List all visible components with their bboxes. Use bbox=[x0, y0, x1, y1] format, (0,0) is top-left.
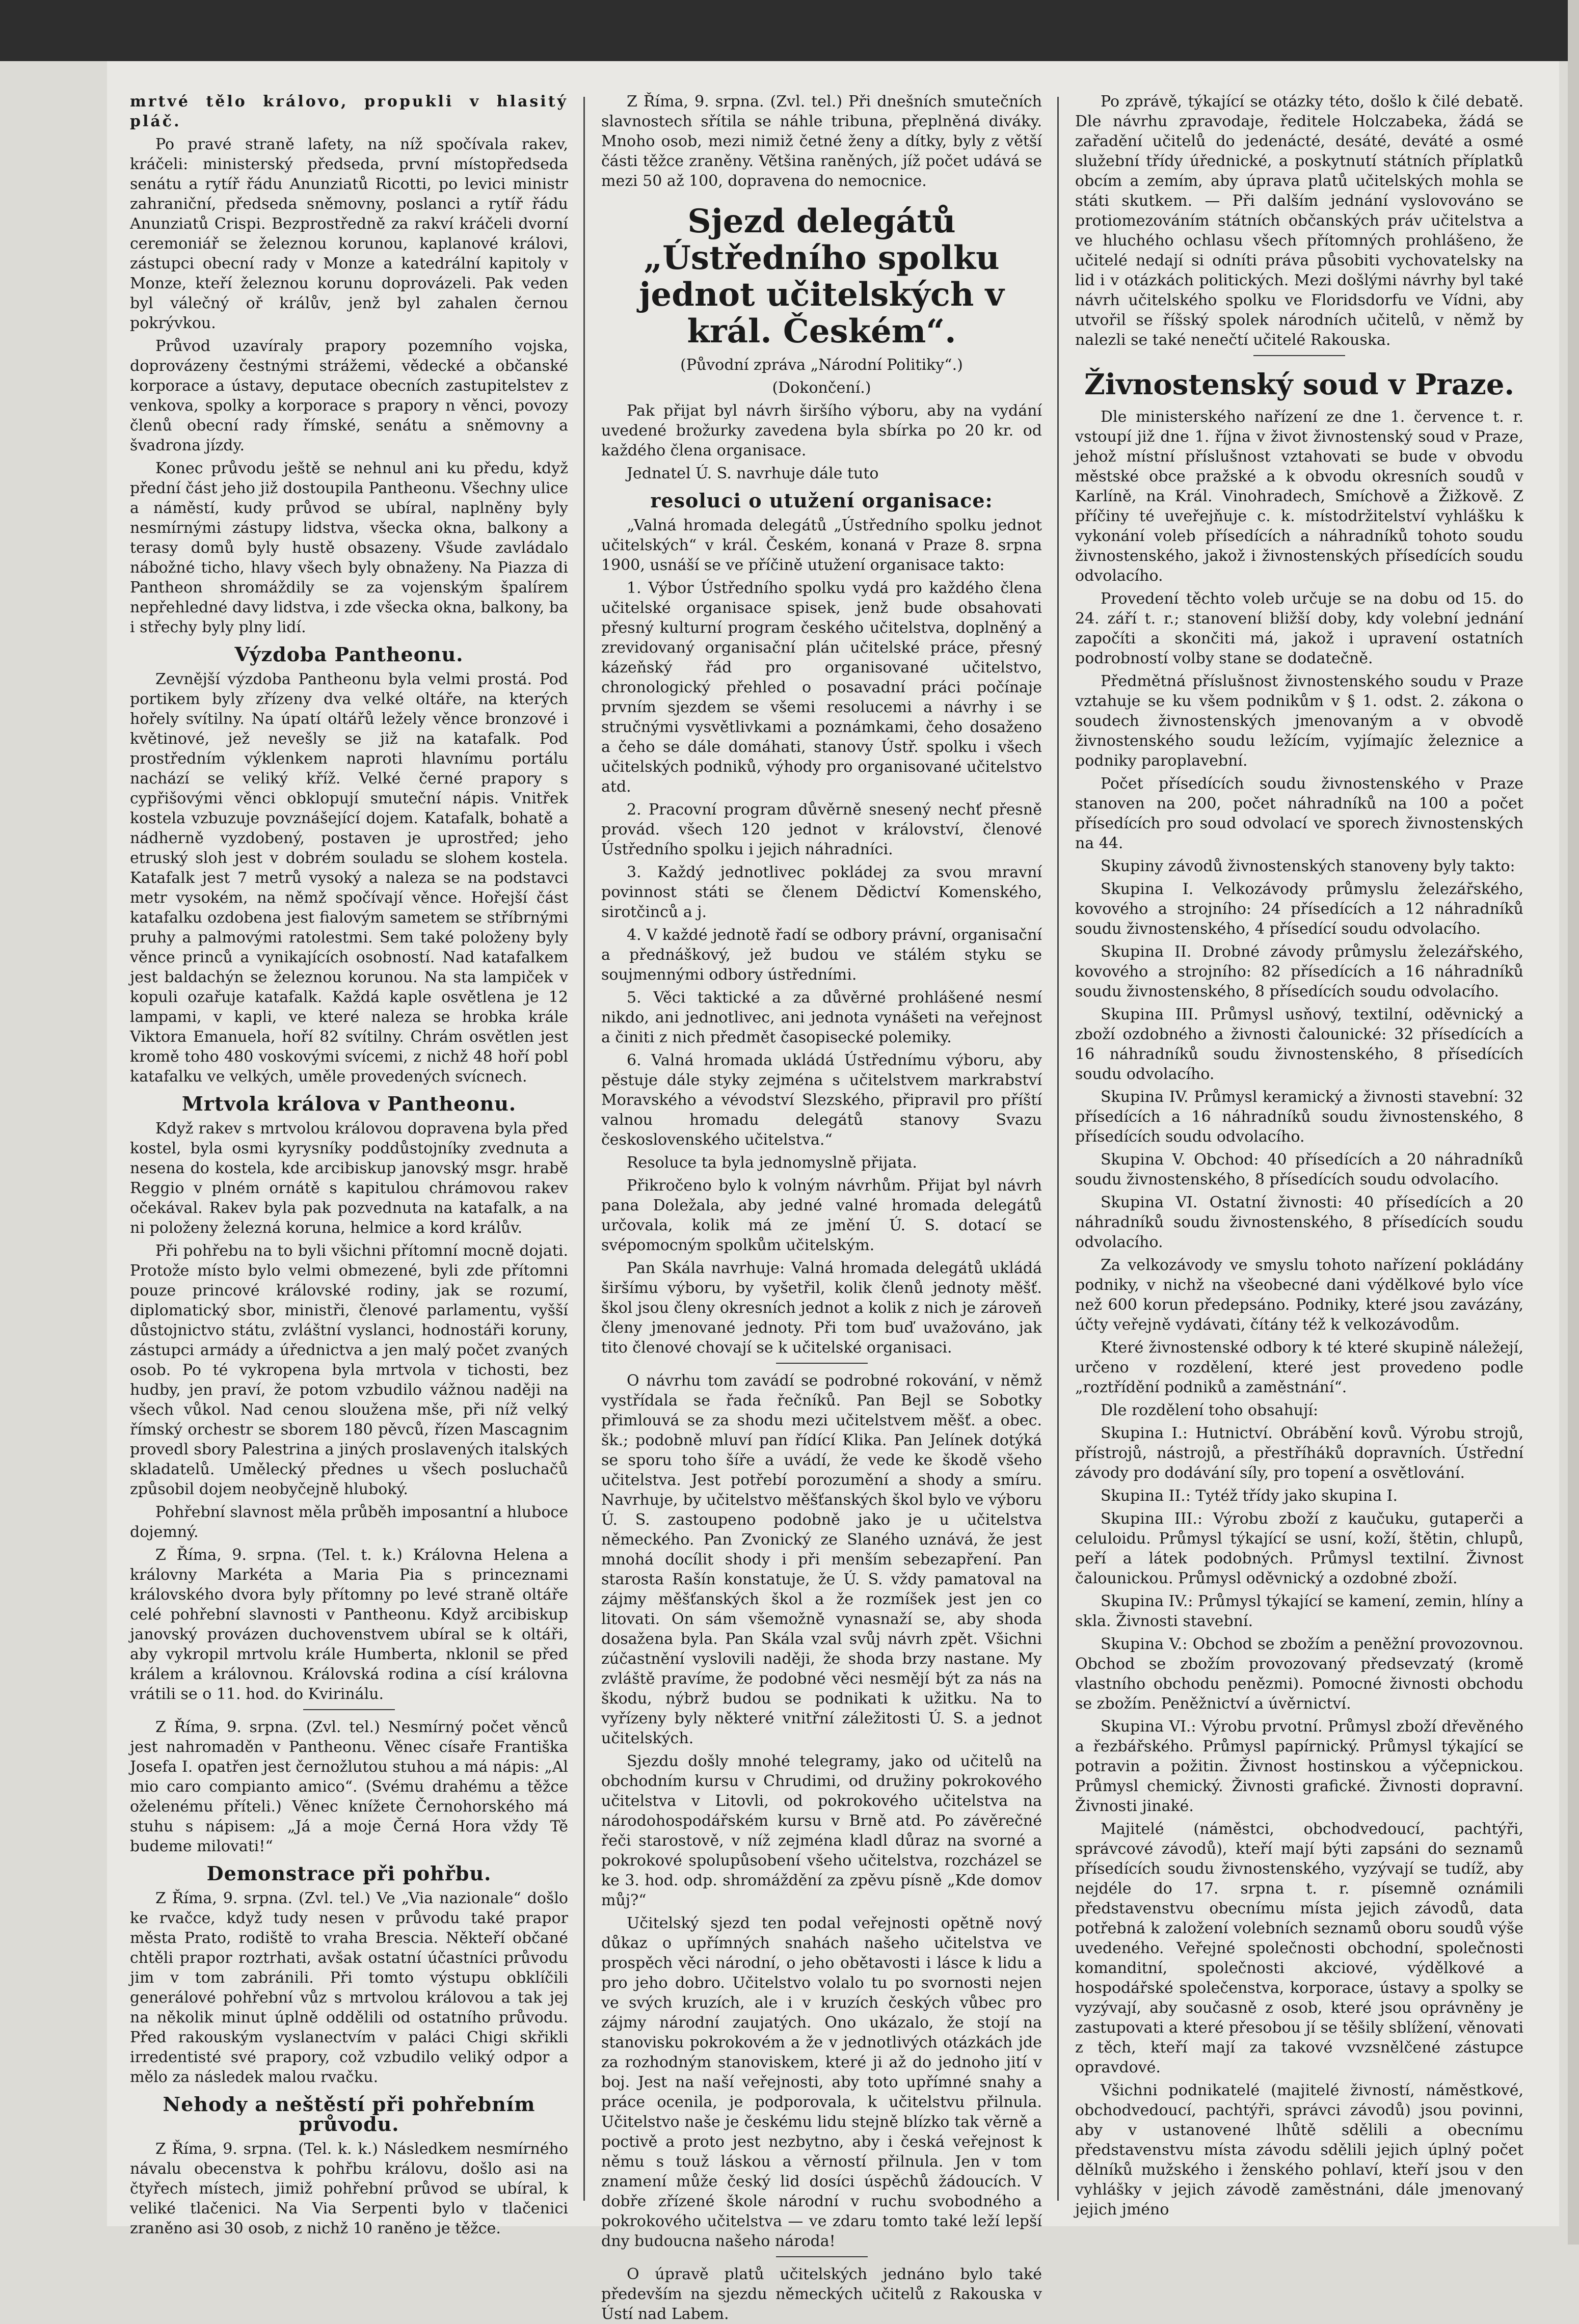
article-headline: Živnostenský soud v Praze. bbox=[1084, 368, 1514, 401]
paragraph: 6. Valná hromada ukládá Ústřednímu výboru, aby pěstuje dále styky zejména s učitelstvem markrabství Moravského a vévodství Slezského, připravil pro příští valnou hromadu delegátů stanovy Svazu československého učitelstva.“ bbox=[601, 1051, 1042, 1149]
paragraph: Pohřební slavnost měla průběh imposantní a hluboce dojemný. bbox=[130, 1503, 568, 1541]
paragraph: Dle ministerského nařízení ze dne 1. července t. r. vstoupí již dne 1. října v život živnostenský soud v Praze, jehož místní příslušnost vztahovati se bude v obvodu městské obce pražské a k obvodu okresních soudů v Karlíně, na Král. Vinohradech, Smíchově a Žižkově. Z příčiny té uveřejňuje c. k. místodržitelství vyhlášku k vykonání voleb přísedících a náhradníků tohoto soudu živnostenského, jakož i živnostenských přísedících soudu odvolacího. bbox=[1075, 408, 1523, 585]
paragraph: Průvod uzavíraly prapory pozemního vojska, doprovázeny čestnými strážemi, vědecké a občanské korporace a ústavy, deputace obecních zastupitelstev z venkova, spolky a korporace s prapory n věnci, povozy členů obecní rady římské, senátu a sněmovny a švadrona jízdy. bbox=[130, 337, 568, 454]
paragraph: Resoluce ta byla jednomyslně přijata. bbox=[627, 1154, 917, 1172]
paragraph: 4. V každé jednotě řadí se odbory právní, organisační a přednáškový, jež budou ve stálém styku se soujmennými odbory ústředními. bbox=[601, 926, 1042, 984]
paragraph: Po pravé straně lafety, na níž spočívala rakev, kráčeli: ministerský předseda, první místopředseda senátu a rytíř řádu Anunziatů Ricotti, po levici ministr zahraniční, předseda sněmovny, poslanci a rytíř řádu Anunziatů Crispi. Bezprostředně za rakví kráčeli dvorní ceremoniář se železnou korunou, kaplanové královi, zástupci obecní rady v Monze a katedrální kapitoly v Monze, kteří železnou korunu doprovázeli. Pak veden byl válečný oř králův, jenž byl zahalen černou pokrývkou. bbox=[130, 136, 568, 332]
paragraph: Z Říma, 9. srpna. (Zvl. tel.) Ve „Via nazionale“ došlo ke rvačce, když tudy nesen v průvodu také prapor města Prato, rodiště to vraha Brescia. Někteří občané chtěli prapor roztrhati, avšak ostatní účastníci průvodu jim v tom zabránili. Při tomto výstupu obklíčili generálové pohřební vůz s mrtvolou královou a tak jej na několik minut úplně oddělili od ostatního průvodu. Před rakouským vyslanectvím v paláci Chigi skřikli irredentisté své prapory, což vzbudilo veliký odpor a mělo za následek malou rvačku. bbox=[130, 1889, 568, 2086]
paragraph: Zevnější výzdoba Pantheonu byla velmi prostá. Pod portikem byly zřízeny dva velké oltáře, na kterých hořely svítilny. Na úpatí oltářů ležely věnce bronzové i květinové, jež nevešly se již na katafalk. Pod prostředním výklenkem naproti hlavnímu portálu nachází se veliký kříž. Velké černé prapory s cypřišovými věnci obklopují smuteční nápis. Vnitřek kostela vzbuzuje povznášející dojem. Katafalk, bohatě a nádherně vyzdobený, postaven je uprostřed; jeho etruský sloh jest v dobrém souladu se slohem kostela. Katafalk jest 7 metrů vysoký a naleza se na podstavci metr vysokém, na němž spočívají věnce. Hořejší část katafalku ozdobena jest fialovým sametem se stříbrnými pruhy a palmovými ratolestmi. Sem také položeny byly věnce princů a vynikajících osobností. Nad katafalkem jest baldachýn se železnou korunou. Na sta lampiček v kopuli ozařuje katafalk. Každá kaple osvětlena je 12 lampami, v kapli, ve které naleza se hrobka krále Viktora Emanuela, hoří 82 svítilny. Chrám osvětlen jest kromě toho 480 voskovými svícemi, z nichž 48 hoří pobl katafalku ve velkých, uměle provedených svícnech. bbox=[130, 670, 568, 1086]
paragraph: Majitelé (náměstci, obchodvedoucí, pachtýři, správcové závodů), kteří mají býti zapsáni do seznamů přísedících soudu živnostenského, vyzývají se tudíž, aby nejdéle do 17. srpna t. r. písemně oznámili představenstvu obecnímu místa jejich závodů, data potřebná k založení volebních seznamů oboru soudů výše uvedeného. Veřejné společnosti obchodní, společnosti komanditní, společnosti akciové, výdělkové a hospodářské společenstva, korporace, ústavy a spolky se vyzývají, aby současně z osob, které jsou oprávněny je zastupovati a které přesobou jí se těšily sblížení, věnovati z těch, kteří mají za takové vvzsnělčené zástupce opravdové. bbox=[1075, 1820, 1523, 2076]
article-source: (Původní zpráva „Národní Politiky“.) bbox=[680, 356, 963, 374]
paragraph: Při pohřebu na to byli všichni přítomní mocně dojati. Protože místo bylo velmi obmezené, byli zde přítomni pouze princové královské rodiny, jak se rozumí, diplomatický sbor, ministři, členové parlamentu, vyšší důstojnictvo státu, zvláštní vyslanci, hodnostáři koruny, zástupci armády a úřednictva a jen malý počet zvaných osob. Po té vykropena byla mrtvola v tichosti, bez hudby, jen praví, že potom vzbudilo vážnou naději na všech vůkol. Nad cenou sloužena mše, při níž velký římský orchestr se sborem 180 pěvců, řízen Mascagnim provedl sbory Palestrina a jiných proslavených italských skladatelů. Umělecký přednes u všech posluchačů způsobil dojem neobyčejně hluboký. bbox=[130, 1242, 568, 1498]
paragraph: O návrhu tom zavádí se podrobné rokování, v němž vystřídala se řada řečníků. Pan Bejl se Sobotky přimlouvá se za shodu mezi učitelstvem měšť. a obec. šk.; podobně mluví pan řídící Klika. Pan Jelínek dotýká se sporu toho šíře a uvádí, že vede ke škodě všeho učitelstva. Jest potřebí porozumění a shody a smíru. Navrhuje, by učitelstvo měšťanských škol bylo ve výboru Ú. S. zastoupeno podobně jako je u učitelstva německého. Pan Zvonický ze Slaného uznává, že jest mnohá docílit shody i při menším sebezapření. Pan starosta Rašín konstatuje, že Ú. S. vždy pamatoval na zájmy měšťanských škol a že rozmíšek jest jen co litovati. On sám všemožně vynasnaží se, aby shoda dosažena byla. Pan Skála vzal svůj návrh zpět. Všichni zúčastnění vyslovili naději, že shoda brzy nastane. My zvláště pravíme, že podobné věci nesmějí být za nás na škodu, nýbrž budou se podnikati k užitku. Na to vyřízeny byly některé vnitřní záležitosti Ú. S. a jednot učitelských. bbox=[601, 1372, 1042, 1747]
paragraph: Pan Skála navrhuje: Valná hromada delegátů ukládá širšímu výboru, by vyšetřil, kolik členů jednoty měšť. škol jsou členy okresních jednot a kolik z nich je zároveň členy jmenované jednoty. Při tom buď uvažováno, jak tito členové chovají se k učitelské organisaci. bbox=[601, 1259, 1042, 1357]
separator bbox=[776, 2256, 868, 2257]
paragraph: 1. Výbor Ústředního spolku vydá pro každého člena učitelské organisace spisek, jenž bude obsahovati přesný kulturní program českého učitelstva, doplněný a zrevidovaný organisační plán učitelské práce, přesný kázeňský řád pro organisované učitelstvo, chronologický přehled o posavadní práci počínaje prvním sjezdem se všemi resolucemi a návrhy i se stručnými vysvětlivkami a poznámkami, čeho dosaženo a čeho se dále domáhati, stanovy Ústř. spolku i všech učitelských podniků, výhody pro organisované učitelstvo atd. bbox=[601, 579, 1042, 796]
paragraph: Skupina IV. Průmysl keramický a živnosti stavební: 32 přísedících a 16 náhradníků soudu živnostenského, 8 přísedících soudu odvolacího. bbox=[1075, 1088, 1523, 1146]
paragraph: Za velkozávody ve smyslu tohoto nařízení pokládány podniky, v nichž na všeobecné dani výdělkové bylo více než 600 korun předepsáno. Podniky, které jsou zavázány, účty veřejně vydávati, čítány též k velkozávodům. bbox=[1075, 1256, 1523, 1334]
column-2 bbox=[601, 92, 1042, 2323]
paragraph: Učitelský sjezd ten podal veřejnosti opětně nový důkaz o upřímných snahách našeho učitelstva ve prospěch věci národní, o jeho obětavosti i lásce k lidu a pro jeho dobro. Učitelstvo volalo tu po svornosti nejen ve svých kruzích, ale i v kruzích českých vůbec pro zájmy národní zaujatých. Ono ukázalo, že stojí na stanovisku pokrokovém a že v jednotlivých otázkách jde za rozhodným stanoviskem, které ji až do jednoho jití v boj. Jest na naší veřejnosti, aby toto upřímné snahy a práce ocenila, je podporovala, k učitelstvu přilnula. Učitelstvo naše je českému lidu stejně blízko tak věrně a poctivě a proto jest nezbytno, aby i česká veřejnost k němu s touž láskou a věrností přilnula. Jen v tom znamení může český lid dosíci úspěchů žádoucích. V dobře zřízené škole národní v ruchu svobodného a pokrokového učitelstva — ve zdaru tomto také leží lepší dny budoucna našeho národa! bbox=[601, 1914, 1042, 2250]
paragraph: Skupina I. Velkozávody průmyslu železářského, kovového a strojního: 24 přísedících a 12 náhradníků soudu živnostenského, 4 přísedící soudu odvolacího. bbox=[1075, 880, 1523, 938]
paragraph: Sjezdu došly mnohé telegramy, jako od učitelů na obchodním kursu v Chrudimi, od družiny pokrokového učitelstva v Litovli, od pokrokového učitelstva na národohospodářském kursu v Brně atd. Po závěrečné řeči starostově, v níž zejména kladl důraz na svorné a pokrokové spolupůsobení všeho učitelstva, rozcházel se ke 3. hod. odp. shromáždění za zpěvu písně „Kde domov můj?“ bbox=[601, 1752, 1042, 1909]
column-1 bbox=[130, 92, 568, 2237]
column-3 bbox=[1075, 92, 1523, 2219]
separator bbox=[303, 1709, 395, 1710]
paragraph: 5. Věci taktické a za důvěrné prohlášené nesmí nikdo, ani jednotlivec, ani jednota vynášeti na veřejnost a činiti z nich předmět časopisecké polemiky. bbox=[601, 989, 1042, 1046]
scan-border-right bbox=[1568, 0, 1579, 2245]
paragraph: Skupina II. Drobné závody průmyslu železářského, kovového a strojního: 82 přísedících a 16 náhradníků soudu živnostenského, 8 přísedících soudu odvolacího. bbox=[1075, 943, 1523, 1001]
newspaper-page bbox=[107, 61, 1559, 2323]
paragraph: Z Říma, 9. srpna. (Zvl. tel.) Při dnešních smutečních slavnostech sřítila se náhle tribuna, přeplněná diváky. Mnoho osob, mezi nimiž četné ženy a dítky, byly z větší části těžce zraněny. Většina raněných, jíž počet udává se mezi 50 až 100, dopravena do nemocnice. bbox=[601, 93, 1042, 190]
paragraph: 2. Pracovní program důvěrně snesený nechť přesně provád. všech 120 jednot v království, členové Ústředního spolku i jejich náhradníci. bbox=[601, 801, 1042, 858]
section-heading: Výzdoba Pantheonu. bbox=[234, 643, 464, 666]
section-heading: Demonstrace při pohřbu. bbox=[206, 1862, 492, 1885]
paragraph: Z Říma, 9. srpna. (Tel. k. k.) Následkem nesmírného návalu obecenstva k pohřbu královu, došlo asi na čtyřech místech, jimiž pohřební průvod se ubíral, k veliké tlačenici. Na Via Serpenti bylo v tlačenici zraněno asi 30 osob, z nichž 10 raněno je těžce. bbox=[130, 2140, 568, 2237]
separator bbox=[1253, 355, 1345, 356]
paragraph: Z Říma, 9. srpna. (Tel. t. k.) Královna Helena a královny Markéta a Maria Pia s princeznami královského dvora byly přítomny po levé straně oltáře celé pohřební slavnosti v Pantheonu. Když arcibiskup janovský provázen duchovenstvem ubíral se k oltáři, aby vykropil mrtvolu krále Humberta, nklonil se před králem a královnou. Královská rodina a císí královna vrátili se o 11. hod. do Kvirinálu. bbox=[130, 1546, 568, 1703]
paragraph: mrtvé tělo královo, propukli v hlasitý pláč. bbox=[130, 93, 568, 130]
paragraph: Provedení těchto voleb určuje se na dobu od 15. do 24. září t. r.; stanovení bližší doby, kdy volební jednání započíti a skončiti má, jakož i upravení ostatních podrobností volby stane se dodatečně. bbox=[1075, 590, 1523, 667]
paragraph: O úpravě platů učitelských jednáno bylo také především na sjezdu německých učitelů z Rakouska v Ústí nad Labem. bbox=[601, 2265, 1042, 2323]
paragraph: Konec průvodu ještě se nehnul ani ku předu, když přední část jeho již dostoupila Pantheonu. Všechny ulice a náměstí, kudy průvod se ubíral, naplněny byly nesmírnými zástupy lidstva, všecka okna, balkony a terasy domů byly hustě obsazeny. Všude zavládalo nábožné ticho, hlavy všech byly obnaženy. Na Piazza di Pantheon shromáždily se za vojenským špalírem nepřehledné davy lidstva, i zde všecka okna, balkony, ba i střechy byly plny lidí. bbox=[130, 460, 568, 636]
paragraph: 3. Každý jednotlivec pokládej za svou mravní povinnost státi se členem Dědictví Komenského, sirotčinců a j. bbox=[601, 863, 1042, 921]
paragraph: Předmětná příslušnost živnostenského soudu v Praze vztahuje se ku všem podnikům v § 1. odst. 2. zákona o soudech živnostenských jmenovaným a v obvodě živnostenského soudu ležícím, vyjímajíc železnice a podniky paroplavební. bbox=[1075, 672, 1523, 770]
paragraph: Všichni podnikatelé (majitelé živností, náměstkové, obchodvedoucí, pachtýři, správci závodů) jsou povinni, aby v ustanovené lhůtě sdělili a obecnímu představenstvu místa závodu sdělili jejich úplný počet dělníků mužského i ženského pohlaví, kteří jsou v den vyhlášky v jejich závodě zaměstnáni, dále jmenovaný jejich jméno bbox=[1075, 2082, 1523, 2219]
paragraph: Skupiny závodů živnostenských stanoveny byly takto: bbox=[1101, 857, 1515, 875]
section-heading: resoluci o utužení organisace: bbox=[650, 489, 993, 512]
section-heading: Nehody a neštěstí při pohřebním průvodu. bbox=[163, 2093, 536, 2136]
separator bbox=[776, 1363, 868, 1364]
paragraph: Po zprávě, týkající se otázky této, došlo k čilé debatě. Dle návrhu zpravodaje, ředitele Holczabeka, žádá se zařadění učitelů do jedenácté, desáté, deváté a osmé služební třídy úřednické, a poskytnutí státních příplatků obcím a zemím, aby úprava platů učitelských mohla se státi skutkem. — Při dalším jednání vyslovováno se protiomezováním státních občanských práv učitelstva a ve hluchého ochlasu všech přítomných prohlášeno, že učitelé nedají si odníti práva působiti vychovatelsky na lid i v otázkách politických. Mezi došlými návrhy byl také návrh učitelského spolku ve Floridsdorfu ve Vídni, aby utvořil se říšský spolek národních učitelů, v němž by nalezli se také nenečtí učitelé Rakouska. bbox=[1075, 93, 1523, 349]
paragraph: Skupina III. Průmysl usňový, textilní, oděvnický a zboží ozdobného a živnosti čalounické: 32 přísedících a 16 náhradníků soudu živnostenského, 8 přísedících soudu odvolacího. bbox=[1075, 1006, 1523, 1083]
paragraph: Z Říma, 9. srpna. (Zvl. tel.) Nesmírný počet věnců jest nahromaděn v Pantheonu. Věnec císaře Františka Josefa I. opatřen jest černožlutou stuhou a má nápis: „Al mio caro compianto amico“. (Svému drahému a těžce oželenému příteli.) Věnec knížete Černohorského má stuhu s nápisem: „Já a moje Černá Hora vždy Tě budeme milovati!“ bbox=[130, 1718, 568, 1855]
scan-border-top bbox=[0, 0, 1579, 61]
article-continuation: (Dokončení.) bbox=[772, 379, 871, 397]
paragraph: Skupina VI. Ostatní živnosti: 40 přísedících a 20 náhradníků soudu živnostenského, 8 přísedících soudu odvolacího. bbox=[1075, 1194, 1523, 1251]
paragraph: Pak přijat byl návrh širšího výboru, aby na vydání uvedené brožurky zavedena byla sbírka po 20 kr. od každého člena organisace. bbox=[601, 402, 1042, 460]
paragraph: Přikročeno bylo k volným návrhům. Přijat byl návrh pana Doležala, aby jedné valné hromada delegátů určovala, kolik má ze jmění Ú. S. dotací se svépomocným spolkům učitelským. bbox=[601, 1177, 1042, 1254]
paragraph: Jednatel Ú. S. navrhuje dále tuto bbox=[627, 465, 879, 482]
paragraph: Dle rozdělení toho obsahují: bbox=[1101, 1401, 1319, 1419]
paragraph: Skupina II.: Tytéž třídy jako skupina I. bbox=[1101, 1487, 1398, 1505]
article-headline: Sjezd delegátů „Ústředního spolku jednot učitelských v král. Českém“. bbox=[639, 202, 1004, 350]
section-heading: Mrtvola králova v Pantheonu. bbox=[181, 1092, 517, 1115]
paragraph: Skupina V.: Obchod se zbožím a peněžní provozovnou. Obchod se zbožím provozovaný předsevzatý (kromě vlastního obchodu penězmi). Pomocné živnosti obchodu se zbožím. Peněžnictví a úvěrnictví. bbox=[1075, 1635, 1523, 1713]
column-rule bbox=[583, 97, 585, 2201]
paragraph: Které živnostenské odbory k té které skupině náležejí, určeno v rozdělení, které jest provedeno podle „roztřídění podniků a zaměstnání“. bbox=[1075, 1339, 1523, 1396]
paragraph: „Valná hromada delegátů „Ústředního spolku jednot učitelských“ v král. Českém, konaná v Praze 8. srpna 1900, usnáší se ve příčině utužení organisace takto: bbox=[601, 517, 1042, 574]
paragraph: Skupina III.: Výrobu zboží z kaučuku, gutaperči a celuloidu. Průmysl týkající se usní, koží, štětin, chlupů, peří a látek podobných. Průmysl textilní. Živnost čalounickou. Průmysl oděvnický a ozdobné zboží. bbox=[1075, 1510, 1523, 1587]
paragraph: Počet přísedících soudu živnostenského v Praze stanoven na 200, počet náhradníků na 100 a počet přísedících pro soud odvolací ve sporech živnostenských na 44. bbox=[1075, 775, 1523, 852]
paragraph: Skupina IV.: Průmysl týkající se kamení, zemin, hlíny a skla. Živnosti stavební. bbox=[1075, 1592, 1523, 1630]
paragraph: Skupina VI.: Výrobu prvotní. Průmysl zboží dřevěného a řezbářského. Průmysl papírnický. Průmysl týkající se potravin a požitin. Živnost hostinskou a výčepnickou. Průmysl chemický. Živnosti grafické. Živnosti dopravní. Živnosti jinaké. bbox=[1075, 1718, 1523, 1815]
paragraph: Skupina V. Obchod: 40 přísedících a 20 náhradníků soudu živnostenského, 8 přísedících soudu odvolacího. bbox=[1075, 1151, 1523, 1188]
paragraph: Když rakev s mrtvolou královou dopravena byla před kostel, byla osmi kyrysníky poddůstojníky zvednuta a nesena do kostela, kde arcibiskup janovský msgr. hrabě Reggio v plném ornátě s kapitulou chrámovou rakev očekával. Rakev byla pak pozvednuta na katafalk, a na ni položeny železná koruna, helmice a kord králův. bbox=[130, 1120, 568, 1237]
column-rule bbox=[1057, 97, 1059, 2201]
paragraph: Skupina I.: Hutnictví. Obrábění kovů. Výrobu strojů, přístrojů, nástrojů, a přestříháků dopravních. Ústřední závody pro dodávání síly, pro topení a osvětlování. bbox=[1075, 1424, 1523, 1482]
